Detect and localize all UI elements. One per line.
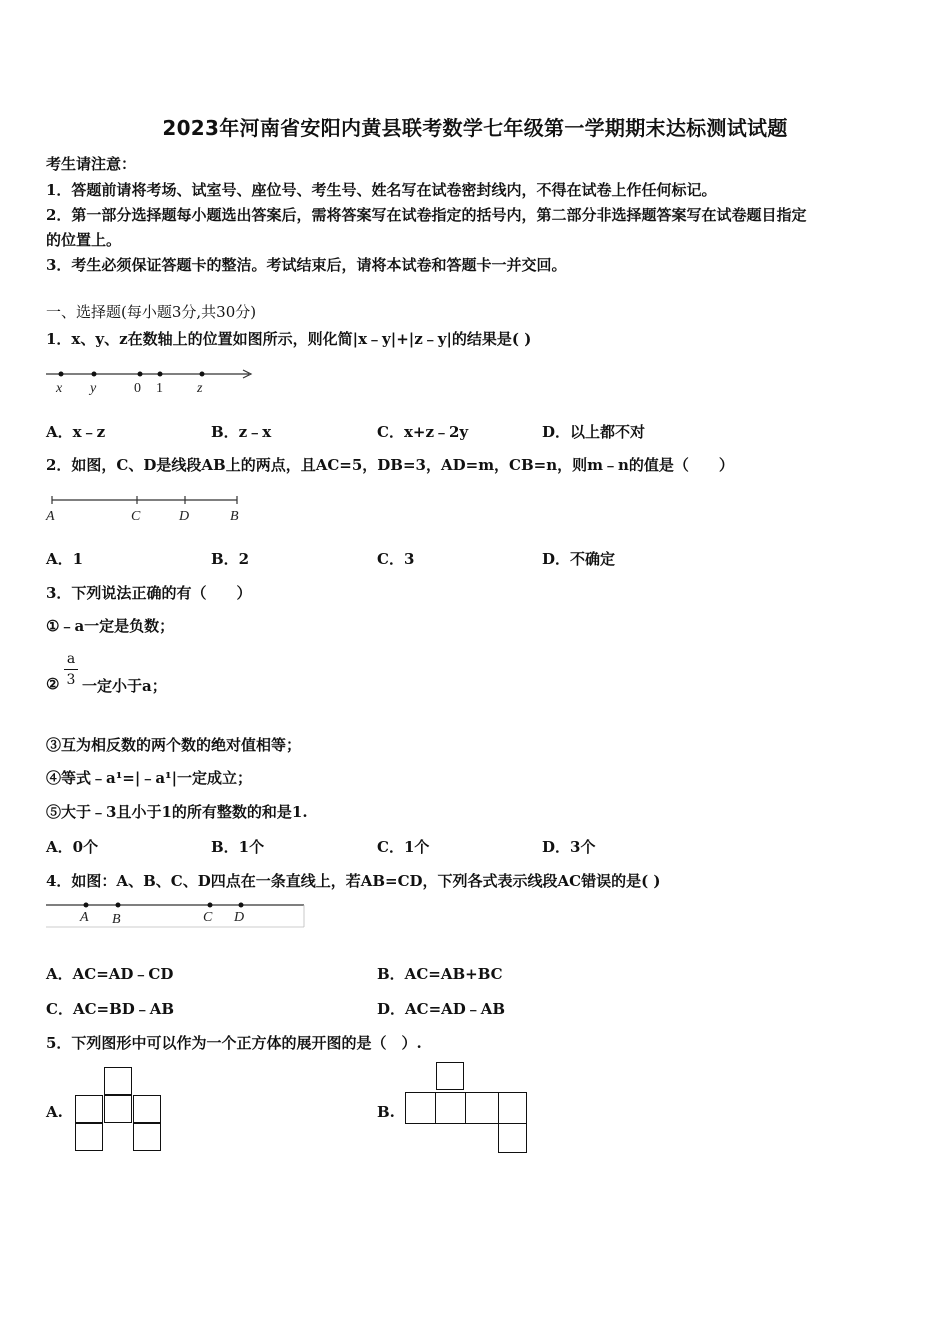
q3-option-c: C．1个 bbox=[377, 838, 430, 856]
label-a: A bbox=[80, 910, 89, 925]
q2-option-c: C．3 bbox=[377, 550, 415, 568]
section-heading: 一、选择题(每小题3分,共30分) bbox=[46, 303, 257, 321]
net-cell bbox=[75, 1123, 103, 1151]
point-d bbox=[239, 903, 244, 908]
q5-option-b-label: B. bbox=[377, 1103, 395, 1121]
page-title: 2023年河南省安阳内黄县联考数学七年级第一学期期末达标测试试题 bbox=[162, 116, 788, 140]
net-cell bbox=[133, 1123, 161, 1151]
q3-fraction bbox=[64, 650, 78, 689]
q2-option-a: A．1 bbox=[46, 550, 84, 568]
q3-option-d: D．3个 bbox=[542, 838, 596, 856]
q3-statement-4: ④等式﹣a¹=|﹣a¹|一定成立； bbox=[46, 769, 253, 787]
q2-segment-figure bbox=[44, 490, 248, 524]
fraction-bar bbox=[64, 669, 78, 670]
q3-option-a: A．0个 bbox=[46, 838, 99, 856]
point-y bbox=[92, 372, 97, 377]
net-cell bbox=[465, 1092, 499, 1124]
label-a: A bbox=[46, 509, 55, 524]
q1-option-c: C．x+z﹣2y bbox=[377, 423, 469, 441]
q4-line-figure bbox=[44, 897, 306, 929]
q1-option-b: B．z﹣x bbox=[211, 423, 272, 441]
label-c: C bbox=[203, 910, 213, 925]
point-c bbox=[208, 903, 213, 908]
q5-option-a-label: A. bbox=[46, 1103, 63, 1121]
label-d: D bbox=[234, 910, 245, 925]
q1-number-line bbox=[44, 362, 256, 396]
point-a bbox=[84, 903, 89, 908]
label-z: z bbox=[197, 381, 203, 396]
net-cell bbox=[498, 1092, 527, 1124]
q2-option-d: D．不确定 bbox=[542, 550, 616, 568]
point-0 bbox=[138, 372, 143, 377]
label-y: y bbox=[90, 381, 97, 396]
q2-stem: 2．如图，C、D是线段AB上的两点，且AC=5，DB=3，AD=m，CB=n，则m﹣n的值是（ ） bbox=[46, 456, 734, 474]
net-cell bbox=[104, 1067, 132, 1095]
q4-stem: 4．如图：A、B、C、D四点在一条直线上，若AB=CD，下列各式表示线段AC错误的是( ) bbox=[46, 872, 661, 890]
label-0: 0 bbox=[134, 381, 141, 396]
label-d: D bbox=[179, 509, 190, 524]
net-cell bbox=[498, 1123, 527, 1153]
net-cell bbox=[405, 1092, 436, 1124]
q3-statement-3: ③互为相反数的两个数的绝对值相等； bbox=[46, 736, 302, 754]
point-b bbox=[116, 903, 121, 908]
q1-option-d: D．以上都不对 bbox=[542, 423, 646, 441]
q3-stem: 3．下列说法正确的有（ ） bbox=[46, 584, 252, 602]
label-b: B bbox=[230, 509, 239, 524]
notice-item-1: 1．答题前请将考场、试室号、座位号、考生号、姓名写在试卷密封线内，不得在试卷上作任何标记。 bbox=[46, 181, 717, 199]
label-x: x bbox=[56, 381, 63, 396]
q3-statement-2-prefix: ② bbox=[46, 675, 60, 693]
net-cell bbox=[436, 1062, 464, 1090]
q3-statement-2-suffix: 一定小于a； bbox=[82, 677, 167, 695]
notice-item-3: 3．考生必须保证答题卡的整洁。考试结束后，请将本试卷和答题卡一并交回。 bbox=[46, 256, 567, 274]
q2-option-b: B．2 bbox=[211, 550, 250, 568]
notice-heading: 考生请注意： bbox=[46, 155, 137, 173]
q4-option-b: B．AC=AB+BC bbox=[377, 965, 503, 983]
point-1 bbox=[158, 372, 163, 377]
q4-option-c: C．AC=BD﹣AB bbox=[46, 1000, 175, 1018]
label-b: B bbox=[112, 912, 121, 927]
net-cell bbox=[104, 1095, 132, 1123]
notice-item-2: 2．第一部分选择题每小题选出答案后，需将答案写在试卷指定的括号内，第二部分非选择题答案写在试卷题目指定 bbox=[46, 206, 807, 224]
net-cell bbox=[75, 1095, 103, 1123]
q5-stem: 5．下列图形中可以作为一个正方体的展开图的是（ ）. bbox=[46, 1034, 422, 1052]
point-z bbox=[200, 372, 205, 377]
notice-item-2-cont: 的位置上。 bbox=[46, 231, 122, 249]
fraction-denominator: 3 bbox=[66, 672, 76, 688]
q3-statement-5: ⑤大于﹣3且小于1的所有整数的和是1. bbox=[46, 803, 308, 821]
q4-option-d: D．AC=AD﹣AB bbox=[377, 1000, 506, 1018]
net-cell bbox=[435, 1092, 466, 1124]
q4-option-a: A．AC=AD﹣CD bbox=[46, 965, 174, 983]
fraction-numerator: a bbox=[66, 651, 76, 667]
q1-stem: 1．x、y、z在数轴上的位置如图所示，则化简|x﹣y|+|z﹣y|的结果是( ) bbox=[46, 330, 532, 348]
label-c: C bbox=[131, 509, 141, 524]
label-1: 1 bbox=[156, 381, 163, 396]
net-cell bbox=[133, 1095, 161, 1123]
q3-statement-1: ①﹣a一定是负数； bbox=[46, 617, 175, 635]
q3-option-b: B．1个 bbox=[211, 838, 265, 856]
q1-option-a: A．x﹣z bbox=[46, 423, 106, 441]
point-x bbox=[59, 372, 64, 377]
